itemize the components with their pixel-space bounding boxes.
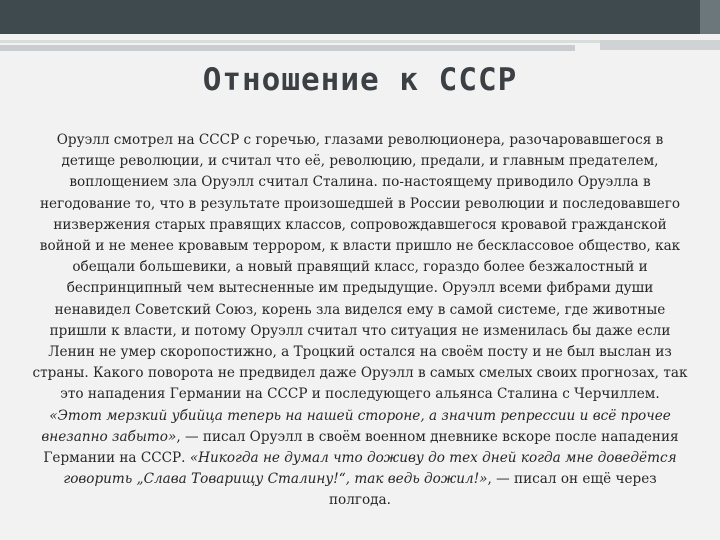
header-bar-dark-end xyxy=(700,0,720,34)
quote-2: «Никогда не думал что доживу до тех дней когда мне доведётся говорить „Слава Товарищу Сталину!“, так ведь дожил!» xyxy=(63,450,677,488)
slide-title: Отношение к СССР xyxy=(202,62,518,98)
quote-1: «Этот мерзкий убийца теперь на нашей стороне, а значит репрессии и всё прочее внезапно забыто» xyxy=(41,407,671,445)
header-bar-dark xyxy=(0,0,700,34)
header-bar-light-right xyxy=(600,40,720,50)
paragraph-text-part-3: , — писал он ещё через полгода. xyxy=(329,471,657,509)
paragraph-text-part-2: , — писал Оруэлл в своём военном дневнике вскоре после нападения Германии на СССР. xyxy=(43,428,679,467)
header-bar-light-left xyxy=(0,45,575,51)
slide-body-paragraph xyxy=(32,130,688,512)
paragraph-text-part-1: Оруэлл смотрел на СССР с горечью, глазами революционера, разочаровавшегося в детище революции, и считал что её, революцию, предали, и главным предателем, воплощением зла Оруэлл считал Сталина. по-настоящему приводило Оруэлла в негодование то, что в результате произошедшей в России революции и последовавшего низвержения старых правящих классов, сопровождавшегося кровавой гражданской войной и не менее кровавым террором, к власти пришло не бесклассовое общество, как обещали большевики, а новый правящий класс, гораздо более безжалостный и беспринципный чем вытесненные им предыдущие. Оруэлл всеми фибрами души ненавидел Советский Союз, корень зла виделся ему в самой системе, где животные пришли к власти, и потому Оруэлл считал что ситуация не изменилась бы даже если Ленин не умер скоропостижно, а Троцкий остался на своём посту и не был выслан из страны. Какого поворота не предвидел даже Оруэлл в самых смелых своих прогнозах, так это нападения Германии на СССР и последующего альянса Сталина с Черчиллем. xyxy=(32,132,688,403)
